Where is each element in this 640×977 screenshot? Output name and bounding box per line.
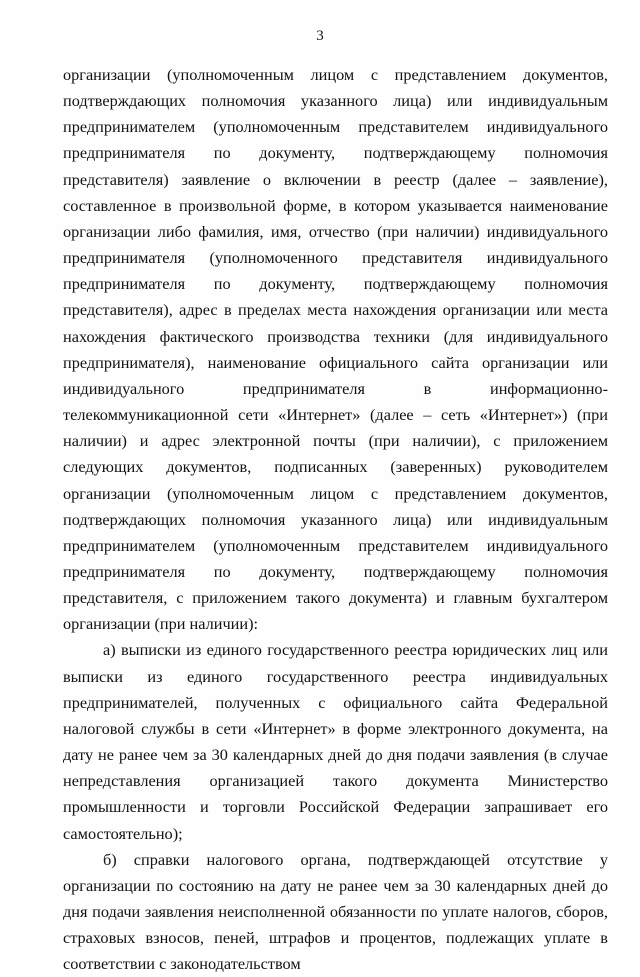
body-text xyxy=(63,62,608,977)
paragraph-continuation: организации (уполномоченным лицом с представлением документов, подтверждающих полномочия указанного лица) или индивидуальным предпринимателем (уполномоченным представителем индивидуального предпринимателя по документу, подтверждающему полномочия представителя) заявление о включении в реестр (далее – заявление), составленное в произвольной форме, в котором указывается наименование организации либо фамилия, имя, отчество (при наличии) индивидуального предпринимателя (уполномоченного представителя индивидуального предпринимателя по документу, подтверждающему полномочия представителя), адрес в пределах места нахождения организации или места нахождения фактического производства техники (для индивидуального предпринимателя), наименование официального сайта организации или индивидуального предпринимателя в информационно-телекоммуникационной сети «Интернет» (далее – сеть «Интернет») (при наличии) и адрес электронной почты (при наличии), с приложением следующих документов, подписанных (заверенных) руководителем организации (уполномоченным лицом с представлением документов, подтверждающих полномочия указанного лица) или индивидуальным предпринимателем (уполномоченным представителем индивидуального предпринимателя по документу, подтверждающему полномочия представителя, с приложением такого документа) и главным бухгалтером организации (при наличии): xyxy=(63,65,608,634)
paragraph-item-b: б) справки налогового органа, подтверждающей отсутствие у организации по состоянию на дату не ранее чем за 30 календарных дней до дня подачи заявления неисполненной обязанности по уплате налогов, сборов, страховых взносов, пеней, штрафов и процентов, подлежащих уплате в соответствии с законодательством xyxy=(63,849,608,974)
page-number: 3 xyxy=(316,28,324,44)
paragraph-item-a: а) выписки из единого государственного реестра юридических лиц или выписки из единого государственного реестра индивидуальных предпринимателей, полученных с официального сайта Федеральной налоговой службы в сети «Интернет» в форме электронного документа, на дату не ранее чем за 30 календарных дней до дня подачи заявления (в случае непредставления организацией такого документа Министерство промышленности и торговли Российской Федерации запрашивает его самостоятельно); xyxy=(63,640,608,843)
